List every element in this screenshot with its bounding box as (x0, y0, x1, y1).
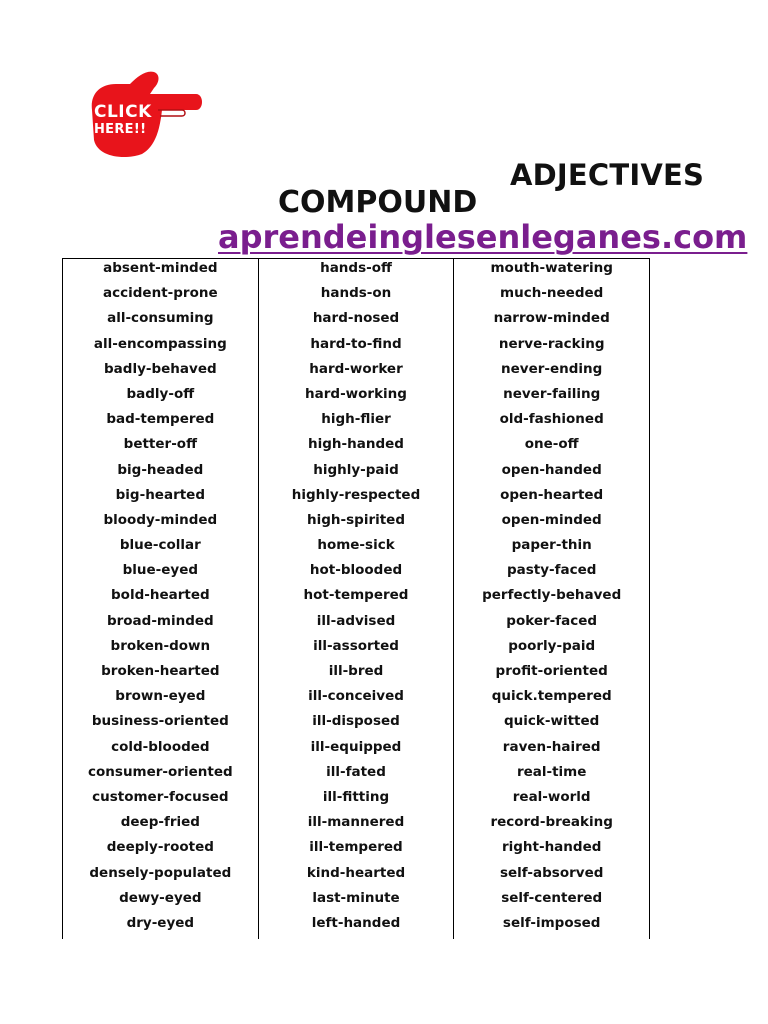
table-cell: bad-tempered (106, 411, 215, 428)
table-cell: big-hearted (115, 486, 206, 503)
table-cell: old-fashioned (499, 411, 604, 428)
table-cell: ill-tempered (309, 839, 403, 856)
table-cell: self-absorved (499, 864, 604, 881)
table-column-1 (63, 259, 259, 939)
table-cell: cold-blooded (111, 738, 210, 755)
table-cell: quick-witted (504, 713, 600, 730)
table-cell: ill-equipped (310, 738, 402, 755)
table-cell: dewy-eyed (119, 889, 202, 906)
table-cell: paper-thin (511, 537, 592, 554)
table-cell: nerve-racking (498, 335, 605, 352)
table-cell: right-handed (501, 839, 602, 856)
table-cell: broken-down (110, 637, 211, 654)
page-title: ADJECTIVES (510, 158, 705, 192)
table-cell: all-consuming (107, 310, 214, 327)
table-cell: better-off (123, 436, 198, 453)
table-cell: hard-nosed (312, 310, 400, 327)
table-cell: much-needed (500, 285, 604, 302)
table-cell: raven-haired (502, 738, 601, 755)
table-cell: highly-respected (291, 486, 421, 503)
table-cell: narrow-minded (493, 310, 610, 327)
table-cell: high-spirited (307, 511, 406, 528)
table-cell: highly-paid (313, 461, 399, 478)
compound-adjectives-table (62, 258, 650, 939)
table-cell: open-minded (501, 511, 602, 528)
here-label: HERE!! (94, 122, 147, 137)
table-cell: one-off (524, 436, 579, 453)
table-cell: poorly-paid (508, 637, 596, 654)
page-subtitle: COMPOUND (278, 185, 478, 220)
table-cell: home-sick (317, 537, 395, 554)
table-cell: deeply-rooted (106, 839, 214, 856)
table-cell: real-world (512, 788, 591, 805)
table-cell: ill-mannered (307, 814, 405, 831)
table-cell: brown-eyed (115, 688, 206, 705)
table-cell: hands-off (320, 260, 392, 276)
table-cell: hot-tempered (303, 587, 409, 604)
table-cell: last-minute (312, 889, 400, 906)
table-cell: left-handed (311, 914, 401, 931)
table-cell: all-encompassing (93, 335, 227, 352)
table-cell: quick.tempered (491, 688, 612, 705)
table-cell: perfectly-behaved (482, 587, 622, 604)
table-cell: open-handed (501, 461, 602, 478)
table-cell: hands-on (320, 285, 392, 302)
click-here-badge[interactable] (86, 66, 206, 160)
table-cell: real-time (516, 763, 587, 780)
table-cell: ill-bred (328, 663, 384, 679)
table-cell: ill-advised (316, 612, 396, 629)
table-cell: ill-fitting (322, 788, 390, 805)
table-cell: broad-minded (106, 612, 214, 629)
table-cell: bloody-minded (103, 511, 218, 528)
table-cell: hard-worker (309, 360, 403, 377)
click-label: CLICK (94, 102, 152, 122)
table-cell: blue-eyed (122, 562, 199, 579)
table-cell: business-oriented (91, 713, 229, 730)
table-cell: high-handed (308, 436, 404, 453)
table-cell: kind-hearted (306, 864, 406, 881)
table-column-3 (454, 259, 649, 939)
table-cell: bold-hearted (111, 587, 210, 604)
table-cell: hot-blooded (309, 562, 403, 579)
table-cell: ill-conceived (308, 688, 404, 705)
click-here-text (94, 104, 164, 138)
table-cell: profit-oriented (495, 663, 608, 679)
table-cell: accident-prone (103, 285, 218, 302)
table-cell: self-centered (501, 889, 603, 906)
table-cell: customer-focused (92, 788, 229, 805)
table-cell: open-hearted (500, 486, 604, 503)
site-link[interactable]: aprendeinglesenleganes.com (218, 218, 748, 256)
table-cell: big-headed (117, 461, 204, 478)
table-cell: hard-working (305, 385, 407, 402)
table-cell: deep-fried (120, 814, 200, 831)
header (0, 150, 748, 260)
table-cell: ill-disposed (312, 713, 400, 730)
table-cell: absent-minded (103, 260, 218, 276)
table-cell: high-flier (321, 411, 391, 428)
table-cell: consumer-oriented (88, 763, 233, 780)
table-cell: ill-fated (326, 763, 386, 780)
table-cell: hard-to-find (310, 335, 402, 352)
table-cell: dry-eyed (126, 914, 195, 931)
table-cell: poker-faced (506, 612, 598, 629)
table-cell: record-breaking (490, 814, 613, 831)
table-cell: pasty-faced (506, 562, 597, 579)
table-cell: broken-hearted (101, 663, 220, 679)
table-cell: self-imposed (502, 914, 601, 931)
table-cell: blue-collar (119, 537, 201, 554)
table-cell: ill-assorted (313, 637, 399, 654)
table-column-2 (259, 259, 455, 939)
table-cell: mouth-watering (490, 260, 613, 276)
table-cell: densely-populated (89, 864, 232, 881)
table-cell: badly-behaved (104, 360, 217, 377)
table-cell: never-ending (501, 360, 603, 377)
table-cell: never-failing (503, 385, 601, 402)
table-cell: badly-off (126, 385, 195, 402)
